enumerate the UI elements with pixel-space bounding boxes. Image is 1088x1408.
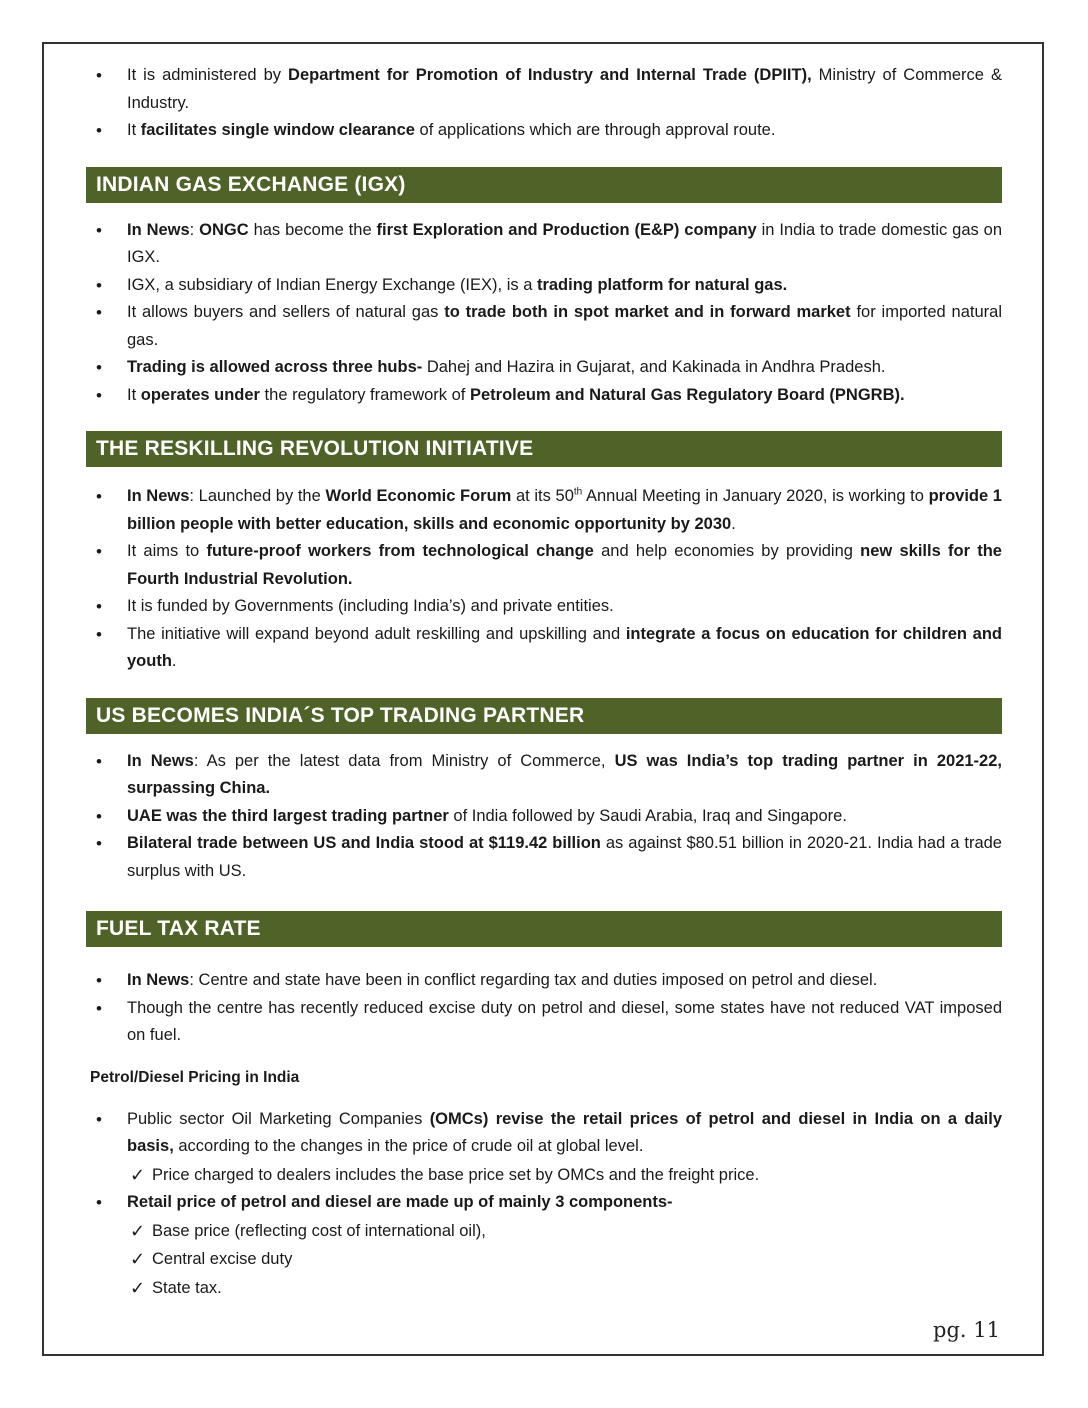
us-trade-list [86, 748, 1002, 886]
list-item: • IGX, a subsidiary of Indian Energy Exchange (IEX), is a trading platform for natural gas. [86, 272, 1002, 300]
list-item: • Public sector Oil Marketing Companies (OMCs) revise the retail prices of petrol and diesel in India on a daily basis, according to the changes in the price of crude oil at global level. [86, 1106, 1002, 1161]
list-item: • The initiative will expand beyond adult reskilling and upskilling and integrate a focus on education for children and youth. [86, 621, 1002, 676]
reskilling-list [86, 483, 1002, 676]
page-number: pg. 11 [933, 1318, 1000, 1342]
check-icon: ✓ [130, 1164, 146, 1185]
check-item: ✓ Central excise duty [86, 1245, 1002, 1274]
check-icon: ✓ [130, 1249, 146, 1269]
list-item: • It aims to future-proof workers from technological change and help economies by providing new skills for the Fourth Industrial Revolution. [86, 538, 1002, 593]
list-item: • UAE was the third largest trading partner of India followed by Saudi Arabia, Iraq and Singapore. [86, 803, 1002, 831]
list-item: • In News: Centre and state have been in conflict regarding tax and duties imposed on petrol and diesel. [86, 967, 1002, 995]
subheading-pricing: Petrol/Diesel Pricing in India [90, 1068, 300, 1086]
section-heading-fuel-tax: FUEL TAX RATE [86, 911, 1002, 947]
section-heading-reskilling: THE RESKILLING REVOLUTION INITIATIVE [86, 431, 1002, 467]
fuel-tax-list [86, 967, 1002, 1050]
list-item: • It is funded by Governments (including India’s) and private entities. [86, 593, 1002, 621]
pricing-list-2 [86, 1189, 1002, 1217]
check-item: ✓ State tax. [86, 1274, 1002, 1303]
list-item: • In News: As per the latest data from Ministry of Commerce, US was India’s top trading partner in 2021-22, surpassing China. [86, 748, 1002, 803]
check-icon: ✓ [130, 1220, 146, 1241]
list-item: • It facilitates single window clearance of applications which are through approval route. [86, 117, 1002, 145]
intro-list [86, 62, 1002, 145]
section-heading-igx: INDIAN GAS EXCHANGE (IGX) [86, 167, 1002, 203]
list-item: • It operates under the regulatory framework of Petroleum and Natural Gas Regulatory Board (PNGRB). [86, 382, 1002, 410]
list-item: • Retail price of petrol and diesel are made up of mainly 3 components- [86, 1189, 1002, 1217]
section-heading-us-trade: US BECOMES INDIA´S TOP TRADING PARTNER [86, 698, 1002, 734]
list-item: • It allows buyers and sellers of natural gas to trade both in spot market and in forward market for imported natural gas. [86, 299, 1002, 354]
check-item: ✓ Base price (reflecting cost of international oil), [86, 1217, 1002, 1246]
check-item: ✓ Price charged to dealers includes the base price set by OMCs and the freight price. [86, 1161, 1002, 1190]
pricing-list [86, 1106, 1002, 1161]
list-item: • It is administered by Department for Promotion of Industry and Internal Trade (DPIIT), Ministry of Commerce & Industry. [86, 62, 1002, 117]
list-item: • In News: Launched by the World Economic Forum at its 50th Annual Meeting in January 2020, is working to provide 1 billion people with better education, skills and economic opportunity by 2030. [86, 483, 1002, 538]
list-item: • Bilateral trade between US and India stood at $119.42 billion as against $80.51 billion in 2020-21. India had a trade surplus with US. [86, 830, 1002, 885]
check-icon: ✓ [130, 1277, 146, 1298]
list-item: • In News: ONGC has become the first Exploration and Production (E&P) company in India to trade domestic gas on IGX. [86, 217, 1002, 272]
list-item: • Trading is allowed across three hubs- Dahej and Hazira in Gujarat, and Kakinada in Andhra Pradesh. [86, 354, 1002, 382]
igx-list [86, 217, 1002, 410]
page-content [86, 62, 1002, 1302]
list-item: • Though the centre has recently reduced excise duty on petrol and diesel, some states have not reduced VAT imposed on fuel. [86, 995, 1002, 1050]
